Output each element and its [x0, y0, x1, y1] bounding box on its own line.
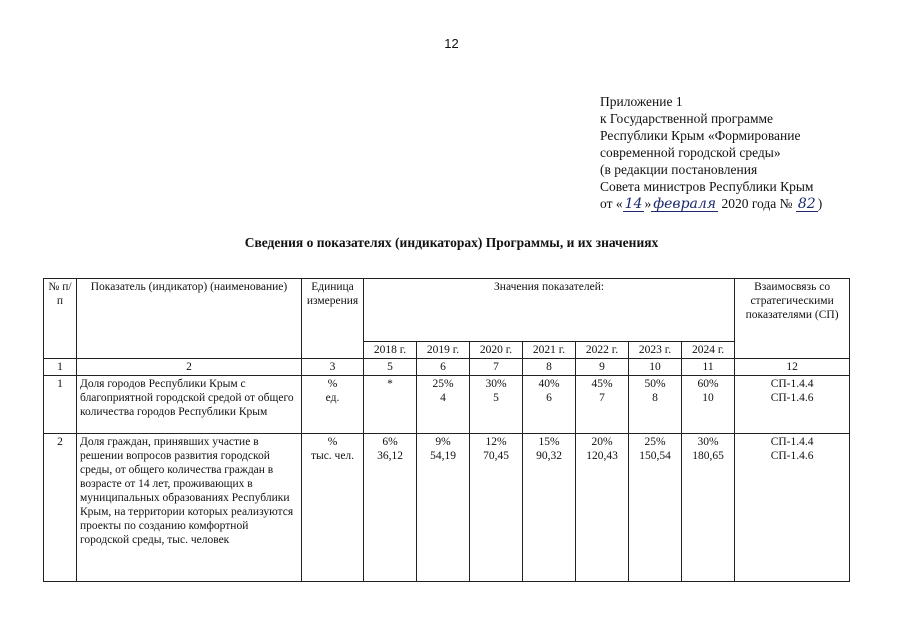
column-number: 3 — [302, 359, 364, 376]
relation-code: СП-1.4.4 — [770, 378, 814, 390]
unit-value: тыс. чел. — [310, 450, 355, 462]
value-cell — [682, 376, 735, 434]
table-row — [44, 434, 850, 582]
column-number: 6 — [417, 359, 470, 376]
relation-cell — [735, 376, 850, 434]
table-row — [44, 376, 850, 434]
row-num: 1 — [44, 376, 77, 434]
value-line: 40% — [538, 378, 560, 390]
relation-code: СП-1.4.6 — [770, 450, 814, 462]
value-cell — [629, 376, 682, 434]
header-row — [44, 279, 850, 342]
value-line: 25% — [644, 436, 666, 448]
column-number: 1 — [44, 359, 77, 376]
year-header: 2022 г. — [576, 342, 629, 359]
row-units — [302, 376, 364, 434]
header-unit: Единица измерения — [302, 279, 364, 359]
value-cell — [364, 434, 417, 582]
appendix-line: Приложение 1 — [600, 94, 683, 109]
value-line: 20% — [591, 436, 613, 448]
value-line: 9% — [435, 436, 451, 448]
value-line: 180,65 — [692, 450, 724, 462]
value-line: 90,32 — [536, 450, 562, 462]
value-line: 5 — [493, 392, 499, 404]
value-line: 54,19 — [430, 450, 456, 462]
value-line: 45% — [591, 378, 613, 390]
appendix-line: (в редакции постановления — [600, 162, 758, 177]
column-number: 11 — [682, 359, 735, 376]
value-cell — [470, 434, 523, 582]
unit-value: % — [327, 378, 338, 390]
column-number: 9 — [576, 359, 629, 376]
value-cell — [576, 434, 629, 582]
column-number: 10 — [629, 359, 682, 376]
date-year: 2020 года № — [721, 196, 793, 211]
value-line: 120,43 — [586, 450, 618, 462]
appendix-block — [600, 93, 822, 212]
value-cell — [470, 376, 523, 434]
row-num: 2 — [44, 434, 77, 582]
year-header: 2020 г. — [470, 342, 523, 359]
column-number: 12 — [735, 359, 850, 376]
value-cell — [523, 434, 576, 582]
header-relation: Взаимосвязь со стратегическими показателями (СП) — [735, 279, 850, 359]
value-line: 7 — [599, 392, 605, 404]
appendix-line: Совета министров Республики Крым — [600, 179, 814, 194]
value-cell — [576, 376, 629, 434]
value-line: 150,54 — [639, 450, 671, 462]
value-cell — [629, 434, 682, 582]
appendix-line: современной городской среды» — [600, 145, 781, 160]
header-num: № п/п — [44, 279, 77, 359]
date-prefix: от « — [600, 196, 623, 211]
header-values: Значения показателей: — [364, 279, 735, 342]
value-line: 4 — [440, 392, 446, 404]
value-line: 12% — [485, 436, 507, 448]
value-line: 6% — [382, 436, 398, 448]
value-line: 15% — [538, 436, 560, 448]
value-cell — [417, 376, 470, 434]
relation-cell — [735, 434, 850, 582]
row-indicator: Доля городов Республики Крым с благоприятной городской средой от общего количества городов Республики Крым — [77, 376, 302, 434]
relation-code: СП-1.4.6 — [770, 392, 814, 404]
year-header: 2019 г. — [417, 342, 470, 359]
appendix-line: к Государственной программе — [600, 111, 774, 126]
handwritten-day: 14 — [624, 196, 643, 212]
appendix-date-line — [600, 195, 822, 212]
date-suffix: ) — [817, 196, 823, 211]
date-mid: » — [644, 196, 652, 211]
year-header: 2023 г. — [629, 342, 682, 359]
column-number: 2 — [77, 359, 302, 376]
handwritten-month: февраля — [653, 196, 717, 212]
page-number: 12 — [444, 36, 459, 51]
appendix-line: Республики Крым «Формирование — [600, 128, 801, 143]
value-line: 10 — [702, 392, 714, 404]
value-line: 70,45 — [483, 450, 509, 462]
value-cell — [364, 376, 417, 434]
value-cell — [523, 376, 576, 434]
value-line: 60% — [697, 378, 719, 390]
unit-value: ед. — [325, 392, 340, 404]
header-indicator: Показатель (индикатор) (наименование) — [77, 279, 302, 359]
column-number: 8 — [523, 359, 576, 376]
row-units — [302, 434, 364, 582]
year-header: 2018 г. — [364, 342, 417, 359]
unit-value: % — [327, 436, 338, 448]
year-header: 2024 г. — [682, 342, 735, 359]
relation-code: СП-1.4.4 — [770, 436, 814, 448]
value-cell — [682, 434, 735, 582]
value-line: 30% — [485, 378, 507, 390]
indicators-table — [43, 278, 850, 582]
value-line: 36,12 — [377, 450, 403, 462]
column-numbers-row — [44, 359, 850, 376]
value-line: * — [387, 378, 393, 390]
value-line: 30% — [697, 436, 719, 448]
column-number: 5 — [364, 359, 417, 376]
value-line: 8 — [652, 392, 658, 404]
value-line: 6 — [546, 392, 552, 404]
handwritten-number: 82 — [797, 196, 816, 212]
row-indicator: Доля граждан, принявших участие в решении вопросов развития городской среды, от общего количества граждан в возрасте от 14 лет, проживающих в муниципальных образованиях Республики Крым, на территории которых реализуются проекты по созданию комфортной городской среды, тыс. человек — [77, 434, 302, 582]
value-line: 25% — [432, 378, 454, 390]
column-number: 7 — [470, 359, 523, 376]
year-header: 2021 г. — [523, 342, 576, 359]
document-title: Сведения о показателях (индикаторах) Программы, и их значениях — [244, 235, 659, 250]
value-cell — [417, 434, 470, 582]
value-line: 50% — [644, 378, 666, 390]
